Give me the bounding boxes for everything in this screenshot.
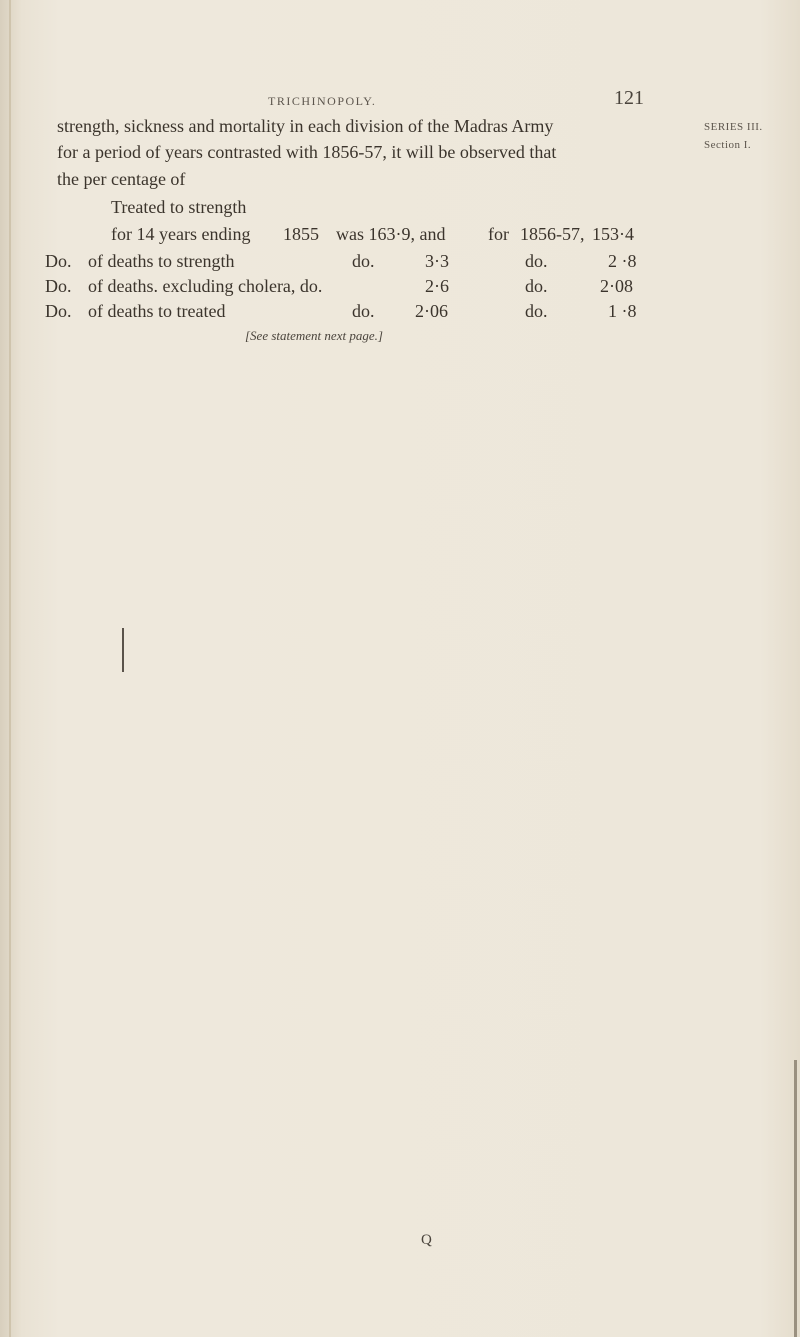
signature-mark: Q [421,1232,432,1248]
treated-label-b: for 14 years ending [111,224,251,244]
row-do-2: do. [525,251,548,271]
row-label: of deaths. excluding cholera, do. [88,276,323,296]
page-header [0,84,800,114]
paragraph-line-2: for a period of years contrasted with 1856-57, it will be observed that [57,142,557,162]
section-label: Section I. [704,139,752,151]
row-do-2: do. [525,301,548,321]
see-note: [See statement next page.] [245,328,383,343]
row-prefix: Do. [45,276,72,296]
page-edge-left [9,0,11,1337]
row-old-value: 2·06 [415,301,448,321]
page-edge-right [794,1060,797,1337]
running-head: TRICHINOPOLY. [268,94,377,108]
row-prefix: Do. [45,301,72,321]
row-old-value: 2·6 [425,276,449,296]
treated-for: for [488,224,509,244]
row-do-2: do. [525,276,548,296]
treated-year: 1855 [283,224,319,244]
row-new-value: 1 ·8 [608,301,637,321]
row-prefix: Do. [45,251,72,271]
margin-note [704,118,763,154]
row-old-value: 3·3 [425,251,449,271]
treated-value: 153·4 [592,224,634,244]
series-label: SERIES III. [704,121,763,133]
margin-mark [122,628,124,672]
row-do-1: do. [352,301,375,321]
page-number: 121 [614,87,644,109]
paragraph-line-3: the per centage of [57,169,186,189]
row-label: of deaths to strength [88,251,235,271]
treated-label-a: Treated to strength [111,197,247,217]
paragraph-line-1: strength, sickness and mortality in each division of the Madras Army [57,116,554,136]
treated-period: 1856-57, [520,224,585,244]
treated-was: was 163·9, and [336,224,446,244]
row-label: of deaths to treated [88,301,226,321]
row-do-1: do. [352,251,375,271]
row-new-value: 2 ·8 [608,251,637,271]
row-new-value: 2·08 [600,276,633,296]
